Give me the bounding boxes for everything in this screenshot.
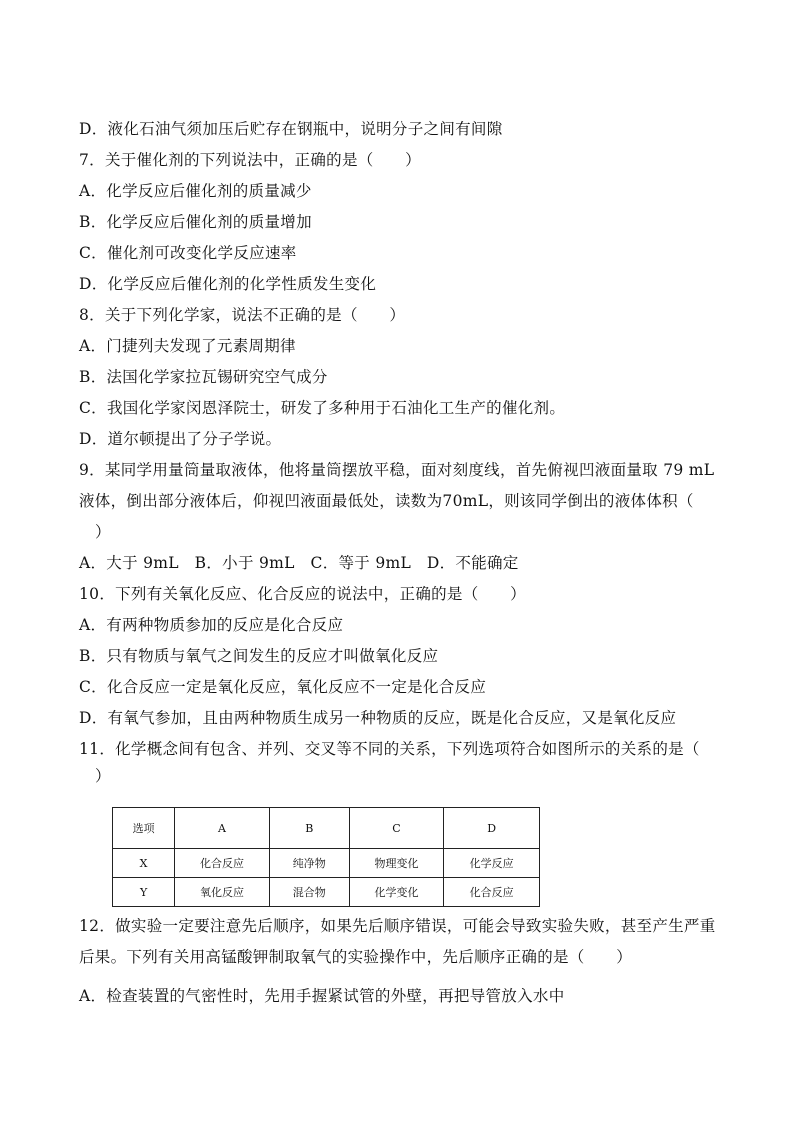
table-row — [113, 878, 540, 907]
q7-option-b: B．化学反应后催化剂的质量增加 — [79, 213, 312, 231]
table-cell: 物理变化 — [349, 849, 444, 878]
table-cell: 混合物 — [269, 878, 349, 907]
table-cell: Y — [113, 878, 175, 907]
q7-option-a: A．化学反应后催化剂的质量减少 — [79, 182, 312, 200]
q10-option-b: B．只有物质与氧气之间发生的反应才叫做氧化反应 — [79, 647, 439, 665]
q8-stem: 8．关于下列化学家，说法不正确的是（ ） — [79, 306, 406, 324]
q6-option-d: D．液化石油气须加压后贮存在钢瓶中，说明分子之间有间隙 — [79, 120, 503, 138]
table-header-row — [113, 808, 540, 849]
q11-stem: 11．化学概念间有包含、并列、交叉等不同的关系，下列选项符合如图所示的关系的是（ — [79, 740, 700, 758]
q10-option-c: C．化合反应一定是氧化反应，氧化反应不一定是化合反应 — [79, 678, 487, 696]
table-header-cell: 选项 — [113, 808, 175, 849]
q9-stem-tail: ） — [95, 523, 111, 541]
q8-option-c: C．我国化学家闵恩泽院士，研发了多种用于石油化工生产的催化剂。 — [79, 399, 566, 417]
q7-stem: 7．关于催化剂的下列说法中，正确的是（ ） — [79, 151, 421, 169]
q10-option-d: D．有氧气参加，且由两种物质生成另一种物质的反应，既是化合反应，又是氧化反应 — [79, 709, 677, 727]
q10-stem: 10．下列有关氧化反应、化合反应的说法中，正确的是（ ） — [79, 585, 526, 603]
table-cell: 化合反应 — [444, 878, 540, 907]
q12-option-a: A．检查装置的气密性时，先用手握紧试管的外壁，再把导管放入水中 — [79, 987, 565, 1005]
q7-option-c: C．催化剂可改变化学反应速率 — [79, 244, 297, 262]
q9-options: A．大于 9mL B．小于 9mL C．等于 9mL D．不能确定 — [79, 554, 519, 572]
table-cell: 氧化反应 — [175, 878, 270, 907]
q8-option-a: A．门捷列夫发现了元素周期律 — [79, 337, 296, 355]
q7-option-d: D．化学反应后催化剂的化学性质发生变化 — [79, 275, 377, 293]
table-header-cell: D — [444, 808, 540, 849]
table-cell: 化学变化 — [349, 878, 444, 907]
q9-stem: 9．某同学用量筒量取液体，他将量筒摆放平稳，面对刻度线，首先俯视凹液面量取 79 mL 液体，倒出部分液体后，仰视凹液面最低处，读数为70mL，则该同学倒出的液体体积（ — [79, 461, 715, 510]
table-header-cell: A — [175, 808, 270, 849]
table-cell: 化学反应 — [444, 849, 540, 878]
table-cell: X — [113, 849, 175, 878]
q11-options-table — [112, 807, 540, 907]
q10-option-a: A．有两种物质参加的反应是化合反应 — [79, 616, 344, 634]
q8-option-b: B．法国化学家拉瓦锡研究空气成分 — [79, 368, 328, 386]
table-header-cell: C — [349, 808, 444, 849]
table-cell: 化合反应 — [175, 849, 270, 878]
table-cell: 纯净物 — [269, 849, 349, 878]
table-header-cell: B — [269, 808, 349, 849]
q11-stem-tail: ） — [95, 767, 111, 785]
table-row — [113, 849, 540, 878]
q12-stem: 12．做实验一定要注意先后顺序，如果先后顺序错误，可能会导致实验失败，甚至产生严重后果。下列有关用高锰酸钾制取氧气的实验操作中，先后顺序正确的是（ ） — [79, 917, 716, 966]
q8-option-d: D．道尔顿提出了分子学说。 — [79, 430, 282, 448]
